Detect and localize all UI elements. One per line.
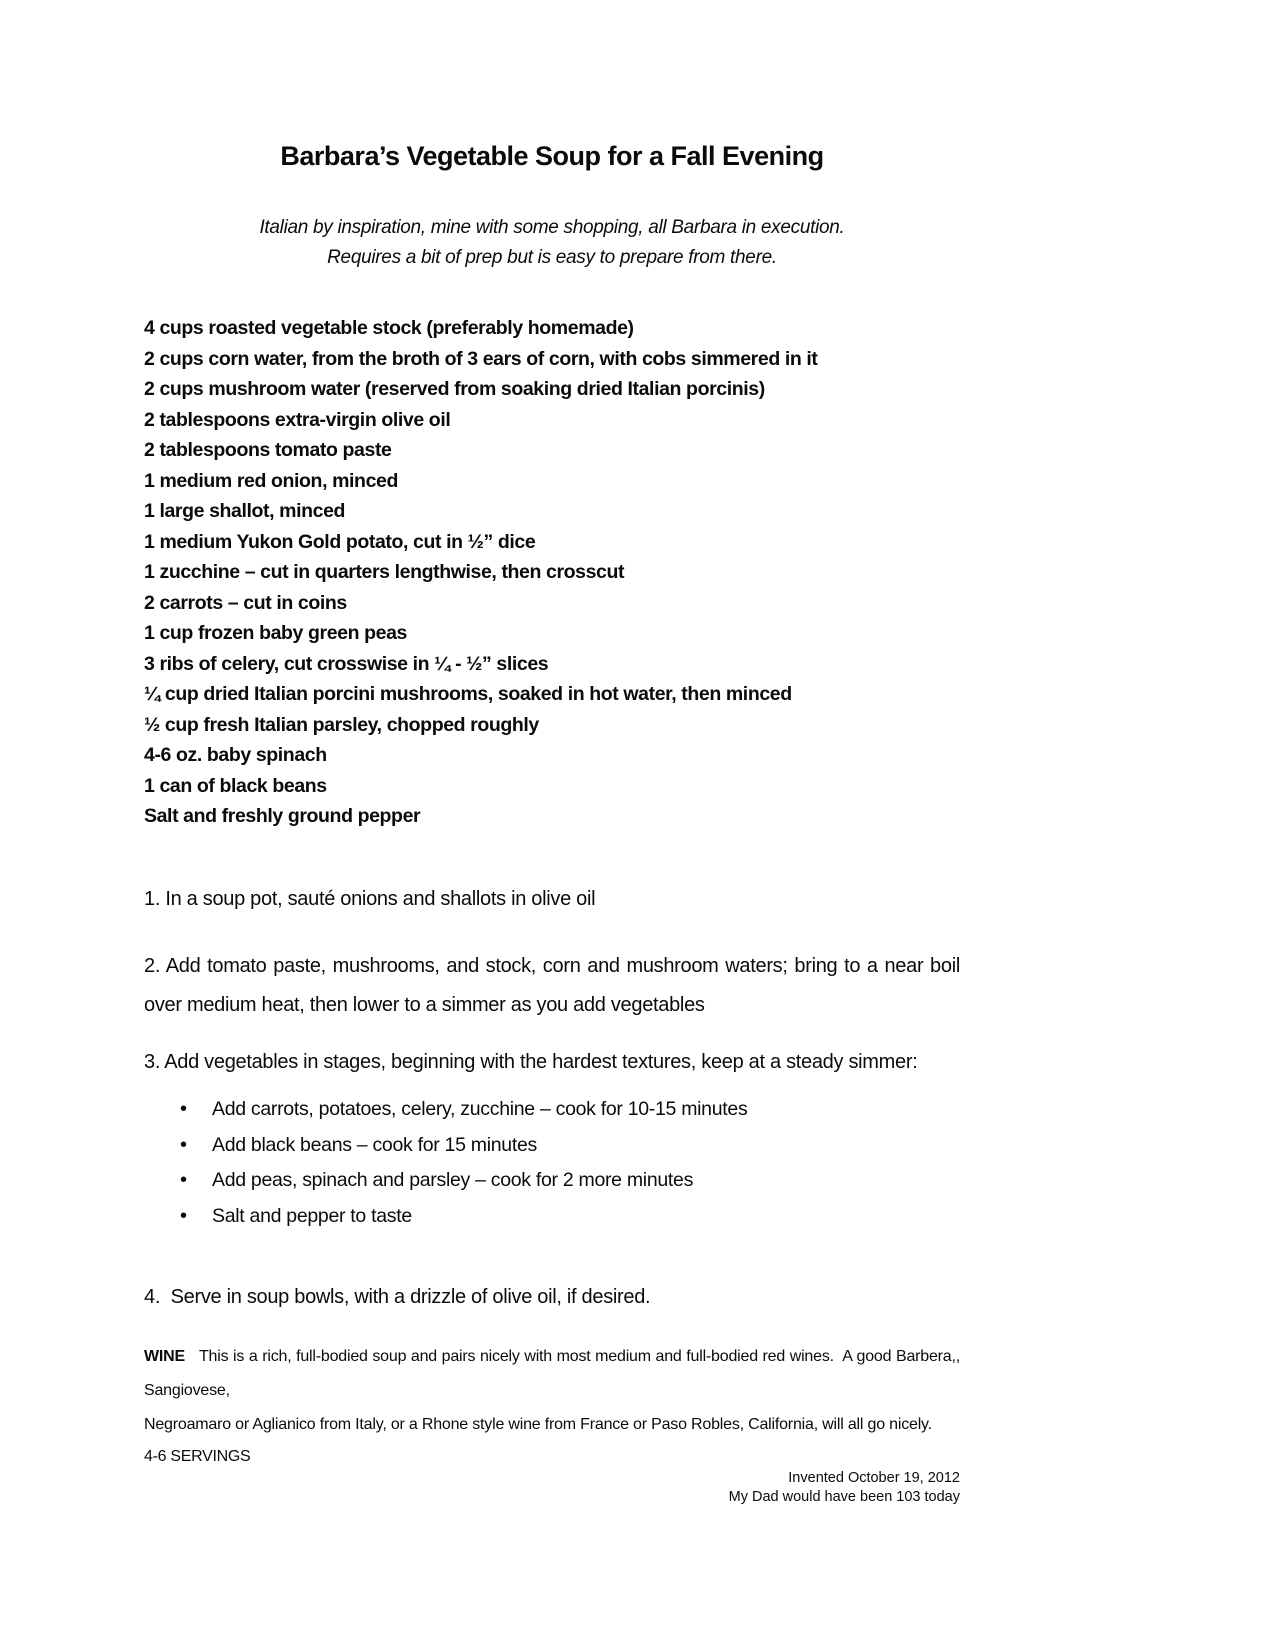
instruction-step-2	[144, 947, 960, 1025]
ingredient-line: 2 cups corn water, from the broth of 3 ears of corn, with cobs simmered in it	[144, 347, 818, 370]
ingredient-line: ½ cup fresh Italian parsley, chopped roughly	[144, 713, 539, 736]
bullet-icon: •	[180, 1169, 187, 1191]
wine-line-2: Negroamaro or Aglianico from Italy, or a Rhone style wine from France or Paso Robles, California, will all go nicely.	[144, 1416, 932, 1433]
instruction-step-4: 4. Serve in soup bowls, with a drizzle of olive oil, if desired.	[144, 1286, 651, 1308]
ingredient-list	[144, 313, 960, 832]
wine-pairing-note	[144, 1340, 960, 1442]
bullet-icon: •	[180, 1098, 187, 1120]
bullet-icon: •	[180, 1133, 187, 1156]
bullet-text: Add carrots, potatoes, celery, zucchine – cook for 10-15 minutes	[212, 1098, 748, 1120]
ingredient-line: 2 cups mushroom water (reserved from soaking dried Italian porcinis)	[144, 378, 765, 400]
step-3-bullet-list	[144, 1092, 960, 1234]
wine-label: WINE	[144, 1348, 185, 1365]
ingredient-line: 1 large shallot, minced	[144, 500, 346, 522]
ingredient-line: 1 zucchine – cut in quarters lengthwise, then crosscut	[144, 561, 625, 583]
bullet-item	[144, 1092, 960, 1128]
bullet-item	[144, 1199, 960, 1235]
ingredient-line: 1 cup frozen baby green peas	[144, 622, 407, 644]
ingredient-line: 1 medium red onion, minced	[144, 469, 398, 492]
bullet-item	[144, 1163, 960, 1199]
ingredient-line: 2 carrots – cut in coins	[144, 591, 347, 614]
invented-date: Invented October 19, 2012	[788, 1470, 960, 1486]
ingredient-line: Salt and freshly ground pepper	[144, 805, 421, 827]
bullet-icon: •	[180, 1204, 187, 1227]
bullet-text: Add peas, spinach and parsley – cook for 2 more minutes	[212, 1169, 694, 1191]
instruction-step-3: 3. Add vegetables in stages, beginning with the hardest textures, keep at a steady simmer:	[144, 1051, 918, 1073]
wine-text-1: This is a rich, full-bodied soup and pairs nicely with most medium and full-bodied red wines. A good Barbera,, Sangiovese,	[144, 1348, 960, 1399]
step-2-line-1: 2. Add tomato paste, mushrooms, and stock, corn and mushroom waters; bring to a near boil	[144, 955, 960, 977]
ingredient-line: 4 cups roasted vegetable stock (preferably homemade)	[144, 317, 634, 339]
ingredient-line: 1 can of black beans	[144, 774, 327, 797]
ingredient-line: 3 ribs of celery, cut crosswise in ¼ - ½” slices	[144, 652, 549, 675]
ingredient-line: 1 medium Yukon Gold potato, cut in ½” dice	[144, 530, 536, 553]
dedication-text: My Dad would have been 103 today	[728, 1489, 960, 1505]
subtitle	[144, 213, 960, 273]
subtitle-line-2: Requires a bit of prep but is easy to prepare from there.	[327, 247, 777, 268]
ingredient-line: 2 tablespoons extra-virgin olive oil	[144, 408, 451, 431]
servings-note: 4-6 SERVINGS	[144, 1448, 251, 1465]
wine-line-1	[144, 1340, 960, 1408]
bullet-item	[144, 1128, 960, 1164]
ingredient-line: 4-6 oz. baby spinach	[144, 744, 327, 766]
instruction-step-1: 1. In a soup pot, sauté onions and shallots in olive oil	[144, 888, 596, 910]
bullet-text: Add black beans – cook for 15 minutes	[212, 1133, 537, 1156]
ingredient-line: ¼ cup dried Italian porcini mushrooms, soaked in hot water, then minced	[144, 683, 792, 705]
ingredient-line: 2 tablespoons tomato paste	[144, 439, 392, 461]
bullet-text: Salt and pepper to taste	[212, 1204, 412, 1227]
step-2-line-2: over medium heat, then lower to a simmer as you add vegetables	[144, 994, 705, 1016]
page-title: Barbara’s Vegetable Soup for a Fall Evening	[280, 141, 824, 171]
subtitle-line-1: Italian by inspiration, mine with some shopping, all Barbara in execution.	[259, 217, 845, 238]
footer-dedication	[144, 1469, 960, 1507]
